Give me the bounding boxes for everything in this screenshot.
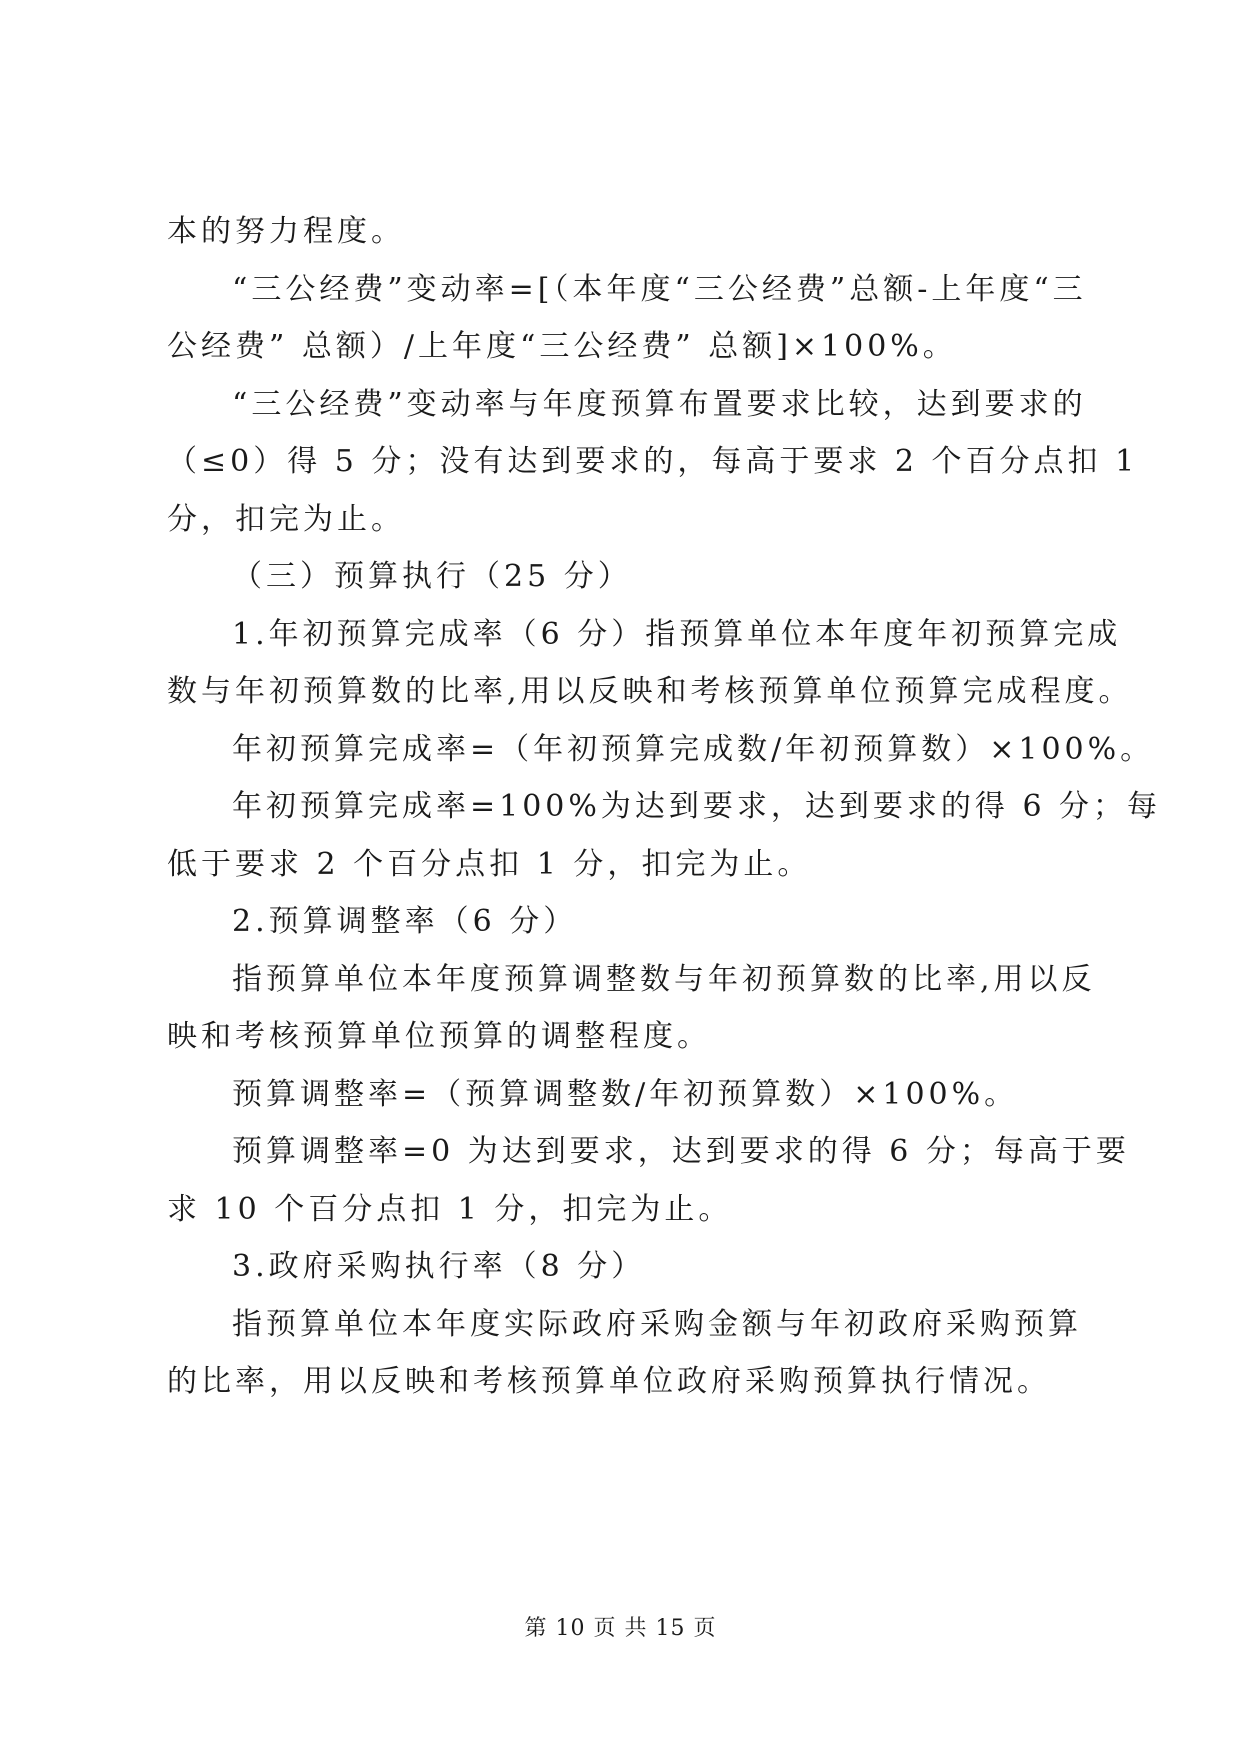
text-line: 年初预算完成率=100%为达到要求，达到要求的得 6 分；每 [232,789,1162,824]
text-line: 指预算单位本年度预算调整数与年初预算数的比率,用以反 [232,962,1096,997]
text-line: 分，扣完为止。 [167,502,405,537]
text-line: 公经费” 总额）/上年度“三公经费” 总额]×100%。 [167,329,957,364]
text-line: 预算调整率=0 为达到要求，达到要求的得 6 分；每高于要 [232,1134,1130,1169]
text-line: 的比率，用以反映和考核预算单位政府采购预算执行情况。 [167,1364,1051,1399]
text-line: 求 10 个百分点扣 1 分，扣完为止。 [167,1192,733,1227]
text-line: “三公经费”变动率=[（本年度“三公经费”总额-上年度“三 [232,272,1087,307]
text-line: 指预算单位本年度实际政府采购金额与年初政府采购预算 [232,1307,1082,1342]
subsection-heading: 3.政府采购执行率（8 分） [232,1249,646,1284]
text-line: 数与年初预算数的比率,用以反映和考核预算单位预算完成程度。 [167,674,1133,709]
subsection-heading: 2.预算调整率（6 分） [232,904,578,939]
formula-line: 年初预算完成率=（年初预算完成数/年初预算数）×100%。 [232,732,1155,767]
text-line: （≤0）得 5 分；没有达到要求的，每高于要求 2 个百分点扣 1 [167,444,1139,479]
text-line: 1.年初预算完成率（6 分）指预算单位本年度年初预算完成 [232,617,1122,652]
text-line: “三公经费”变动率与年度预算布置要求比较，达到要求的 [232,387,1087,422]
text-line: 本的努力程度。 [167,214,405,249]
section-heading: （三）预算执行（25 分） [232,559,632,594]
text-line: 映和考核预算单位预算的调整程度。 [167,1019,711,1054]
text-line: 低于要求 2 个百分点扣 1 分，扣完为止。 [167,847,812,882]
page-number-footer: 第 10 页 共 15 页 [524,1616,717,1641]
formula-line: 预算调整率=（预算调整数/年初预算数）×100%。 [232,1077,1019,1112]
